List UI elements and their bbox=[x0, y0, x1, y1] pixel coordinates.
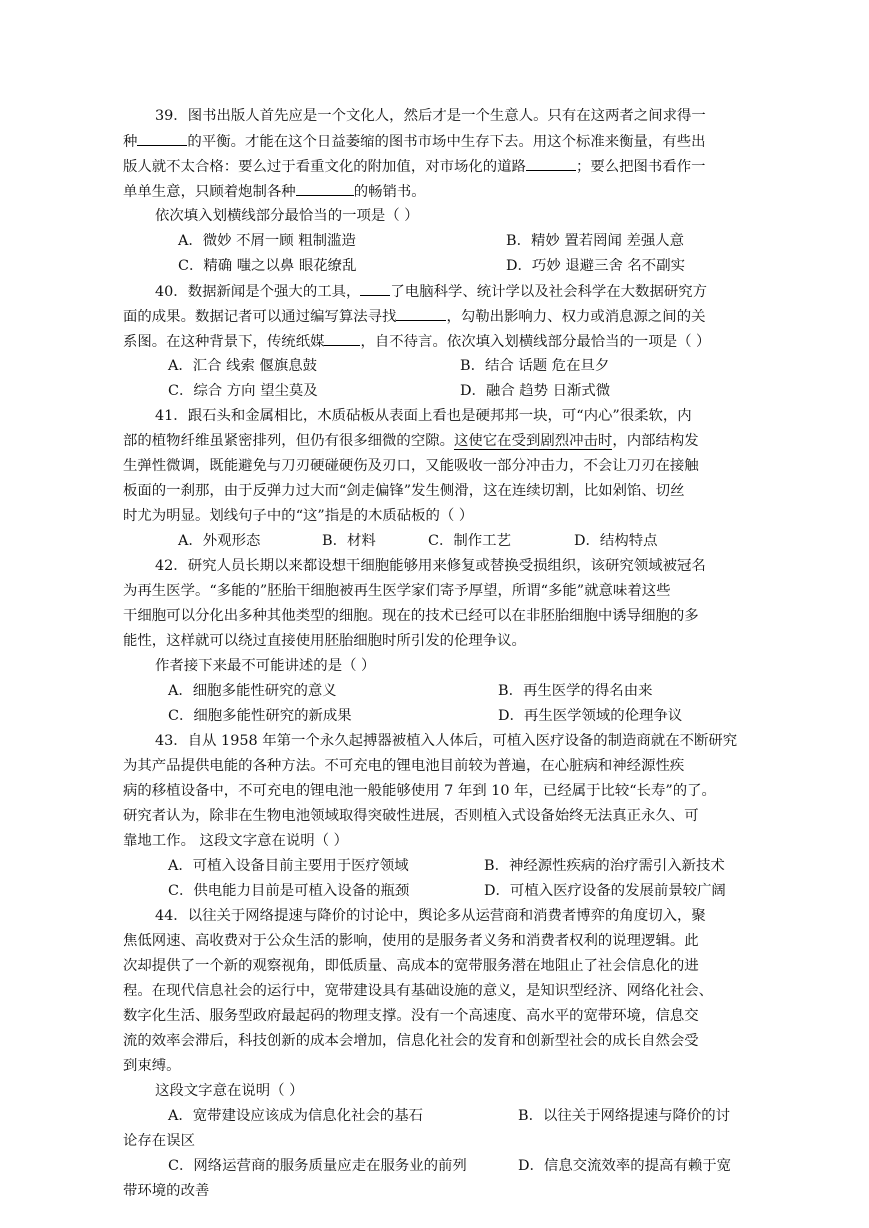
q44-line-1: 44．以往关于网络提速与降价的讨论中，舆论多从运营商和消费者博弈的角度切入，聚 bbox=[155, 908, 706, 924]
q44-line-2: 焦低网速、高收费对于公众生活的影响，使用的是服务者义务和消费者权利的说理逻辑。此 bbox=[123, 933, 699, 949]
q40-option-a: A．汇合 线索 偃旗息鼓 bbox=[168, 358, 318, 374]
q41-line-1: 41．跟石头和金属相比，木质砧板从表面上看也是硬邦邦一块，可“内心”很柔软，内 bbox=[155, 408, 692, 424]
q41-line-3: 生弹性微调，既能避免与刀刃硬碰硬伤及刃口，又能吸收一部分冲击力，不会让刀刃在接触 bbox=[123, 458, 699, 474]
q43-option-d: D．可植入医疗设备的发展前景较广阔 bbox=[484, 883, 726, 899]
underlined-sentence: 这使它在受到剧烈冲击时 bbox=[454, 433, 613, 449]
q41-option-b: B．材料 bbox=[322, 533, 376, 549]
q44-option-d: D．信息交流效率的提高有赖于宽 bbox=[518, 1158, 732, 1174]
q39-option-b: B．精妙 置若罔闻 差强人意 bbox=[506, 233, 685, 249]
q43-option-a: A．可植入设备目前主要用于医疗领域 bbox=[168, 858, 409, 874]
fill-blank-3 bbox=[296, 181, 354, 196]
q39-line-3: 版人就不太合格：要么过于看重文化的附加值，对市场化的道路 ；要么把图书看作一 bbox=[123, 156, 705, 178]
fill-blank-1 bbox=[360, 281, 390, 296]
q44-option-b: B．以往关于网络提速与降价的讨 bbox=[518, 1108, 731, 1124]
q41-line-2: 部的植物纤维虽紧密排列，但仍有很多细微的空隙。这使它在受到剧烈冲击时，内部结构发 bbox=[123, 433, 699, 449]
q41-line-5: 时尤为明显。划线句子中的“这”指是的木质砧板的（ ） bbox=[123, 508, 474, 524]
q39-line-2: 种 的平衡。才能在这个日益萎缩的图书市场中生存下去。用这个标准来衡量，有些出 bbox=[123, 131, 705, 153]
q42-option-d: D．再生医学领域的伦理争议 bbox=[498, 708, 683, 724]
q42-line-3: 干细胞可以分化出多种其他类型的细胞。现在的技术已经可以在非胚胎细胞中诱导细胞的多 bbox=[123, 608, 699, 624]
q41-line-4: 板面的一刹那，由于反弹力过大而“剑走偏锋”发生侧滑，这在连续切割，比如剁馅、切丝 bbox=[123, 483, 685, 499]
fill-blank-2 bbox=[526, 156, 576, 171]
q41-option-c: C．制作工艺 bbox=[428, 533, 511, 549]
q44-option-a: A．宽带建设应该成为信息化社会的基石 bbox=[168, 1108, 424, 1124]
fill-blank-2 bbox=[396, 306, 446, 321]
q40-line-2: 面的成果。数据记者可以通过编写算法寻找 ，勾勒出影响力、权力或消息源之间的关 bbox=[123, 306, 705, 328]
q43-option-b: B．神经源性疾病的治疗需引入新技术 bbox=[484, 858, 725, 874]
q41-option-a: A．外观形态 bbox=[178, 533, 261, 549]
q43-line-5: 靠地工作。 这段文字意在说明（ ） bbox=[123, 833, 349, 849]
q41-option-d: D．结构特点 bbox=[574, 533, 658, 549]
q39-line-4: 单单生意，只顾着炮制各种 的畅销书。 bbox=[123, 181, 426, 203]
q39-option-d: D．巧妙 退避三舍 名不副实 bbox=[506, 258, 685, 274]
q40-option-b: B．结合 话题 危在旦夕 bbox=[460, 358, 610, 374]
q43-line-1: 43．自从 1958 年第一个永久起搏器被植入人体后，可植入医疗设备的制造商就在不断研究 bbox=[155, 733, 738, 749]
q44-line-6: 流的效率会滞后，科技创新的成本会增加，信息化社会的发育和创新型社会的成长自然会受 bbox=[123, 1033, 699, 1049]
q42-option-a: A．细胞多能性研究的意义 bbox=[168, 683, 337, 699]
q40-line-1: 40．数据新闻是个强大的工具， 了电脑科学、统计学以及社会科学在大数据研究方 bbox=[155, 281, 707, 303]
q39-option-a: A．微妙 不屑一顾 粗制滥造 bbox=[178, 233, 356, 249]
q44-line-3: 次却提供了一个新的观察视角，即低质量、高成本的宽带服务潜在地阻止了社会信息化的进 bbox=[123, 958, 699, 974]
q42-line-1: 42．研究人员长期以来都设想干细胞能够用来修复或替换受损组织，该研究领域被冠名 bbox=[155, 558, 706, 574]
fill-blank-1 bbox=[137, 131, 187, 146]
q42-option-c: C．细胞多能性研究的新成果 bbox=[168, 708, 352, 724]
q42-line-2: 为再生医学。“多能的”胚胎干细胞被再生医学家们寄予厚望，所谓“多能”就意味着这些 bbox=[123, 583, 671, 599]
q44-line-4: 程。在现代信息社会的运行中，宽带建设具有基础设施的意义，是知识型经济、网络化社会、 bbox=[123, 983, 714, 999]
q42-stem: 作者接下来最不可能讲述的是（ ） bbox=[155, 658, 376, 674]
fill-blank-3 bbox=[324, 331, 360, 346]
q42-line-4: 能性，这样就可以绕过直接使用胚胎细胞时所引发的伦理争议。 bbox=[123, 633, 526, 649]
q44-option-d-cont: 带环境的改善 bbox=[123, 1183, 210, 1199]
q40-line-3: 系图。在这种背景下，传统纸媒 ，自不待言。依次填入划横线部分最恰当的一项是（ ） bbox=[123, 331, 710, 353]
q39-line-1: 39．图书出版人首先应是一个文化人，然后才是一个生意人。只有在这两者之间求得一 bbox=[155, 108, 706, 124]
q40-option-d: D．融合 趋势 日渐式微 bbox=[460, 383, 611, 399]
q44-stem: 这段文字意在说明（ ） bbox=[155, 1083, 304, 1099]
q39-stem: 依次填入划横线部分最恰当的一项是（ ） bbox=[155, 208, 419, 224]
q39-option-c: C．精确 嗤之以鼻 眼花缭乱 bbox=[178, 258, 357, 274]
q43-line-2: 为其产品提供电能的各种方法。不可充电的锂电池目前较为普遍，在心脏病和神经源性疾 bbox=[123, 758, 685, 774]
q44-option-b-cont: 论存在误区 bbox=[123, 1133, 195, 1149]
q40-option-c: C．综合 方向 望尘莫及 bbox=[168, 383, 318, 399]
q44-option-c: C．网络运营商的服务质量应走在服务业的前列 bbox=[168, 1158, 467, 1174]
q43-option-c: C．供电能力目前是可植入设备的瓶颈 bbox=[168, 883, 410, 899]
q44-line-5: 数字化生活、服务型政府最起码的物理支撑。没有一个高速度、高水平的宽带环境，信息交 bbox=[123, 1008, 699, 1024]
q43-line-3: 病的移植设备中，不可充电的锂电池一般能够使用 7 年到 10 年，已经属于比较“长寿”的了。 bbox=[123, 783, 716, 799]
q42-option-b: B．再生医学的得名由来 bbox=[498, 683, 653, 699]
q43-line-4: 研究者认为，除非在生物电池领域取得突破性进展，否则植入式设备始终无法真正永久、可 bbox=[123, 808, 699, 824]
q44-line-7: 到束缚。 bbox=[123, 1058, 181, 1074]
